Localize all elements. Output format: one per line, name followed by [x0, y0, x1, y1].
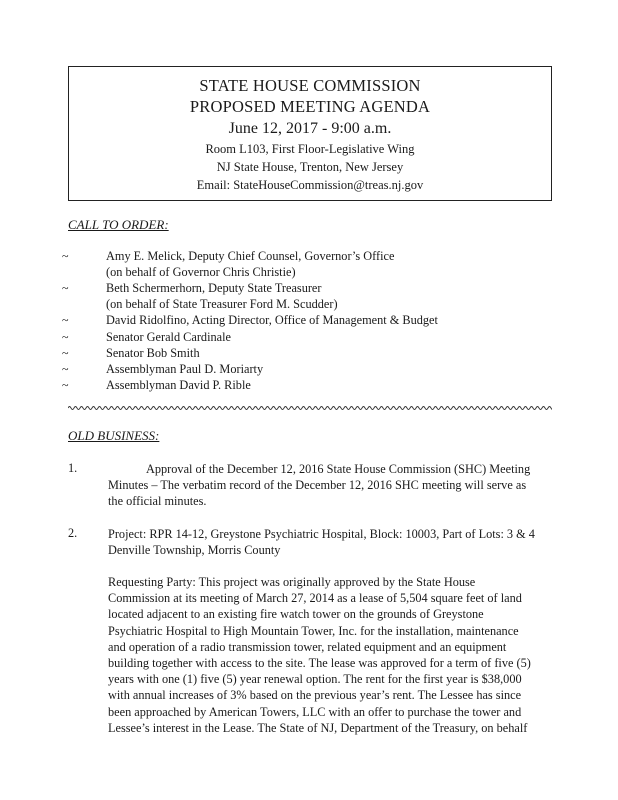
attendee-name: David Ridolfino, Acting Director, Office of Management & Budget — [106, 313, 438, 327]
tilde-marker: ~ — [62, 378, 69, 392]
attendee-name: Senator Bob Smith — [106, 346, 200, 360]
text-line: been approached by American Towers, LLC with an offer to purchase the tower and — [108, 704, 522, 719]
item-2-project — [108, 526, 535, 558]
text-line: years with one (1) five (5) year renewal option. The rent for the first year is $38,000 — [108, 672, 522, 687]
text-line: Commission at its meeting of March 27, 2014 as a lease of 5,504 square feet of land — [108, 591, 522, 606]
meeting-location: NJ State House, Trenton, New Jersey — [216, 160, 404, 174]
item-number: 2. — [68, 526, 78, 540]
text-line: Denville Township, Morris County — [108, 543, 281, 558]
meeting-room: Room L103, First Floor-Legislative Wing — [205, 142, 415, 156]
tilde-marker: ~ — [62, 346, 69, 360]
attendee-name: Assemblyman Paul D. Moriarty — [106, 362, 264, 376]
item-1-text — [108, 461, 530, 510]
text-line: Lessee’s interest in the Lease. The State of NJ, Department of the Treasury, on behalf — [108, 720, 528, 735]
attendee-name: Beth Schermerhorn, Deputy State Treasurer — [106, 281, 322, 295]
attendee-name: Amy E. Melick, Deputy Chief Counsel, Governor’s Office — [106, 249, 395, 263]
attendee-name: Senator Gerald Cardinale — [106, 330, 231, 344]
text-line: and operation of a radio transmission tower, related equipment and an equipment — [108, 639, 507, 654]
old-business-heading: OLD BUSINESS: — [68, 428, 160, 443]
text-line: building together with access to the site. The lease was approved for a term of five (5) — [108, 656, 531, 671]
header-box — [68, 66, 552, 201]
tilde-marker: ~ — [62, 362, 69, 376]
attendee-behalf: (on behalf of Governor Chris Christie) — [106, 265, 296, 279]
text-line: located adjacent to an existing fire watch tower on the grounds of Greystone — [108, 607, 484, 622]
text-line: Project: RPR 14-12, Greystone Psychiatric Hospital, Block: 10003, Part of Lots: 3 & 4 — [108, 527, 535, 541]
text-line: Approval of the December 12, 2016 State House Commission (SHC) Meeting — [146, 462, 531, 476]
text-line: with annual increases of 3% based on the previous year’s rent. The Lessee has since — [108, 688, 522, 703]
text-line: the official minutes. — [108, 494, 207, 509]
title-line-2: PROPOSED MEETING AGENDA — [189, 97, 431, 116]
wavy-divider — [68, 404, 552, 412]
call-to-order-heading: CALL TO ORDER: — [68, 217, 169, 232]
meeting-date-time: June 12, 2017 - 9:00 a.m. — [228, 120, 392, 137]
tilde-marker: ~ — [62, 249, 69, 263]
tilde-marker: ~ — [62, 313, 69, 327]
tilde-marker: ~ — [62, 330, 69, 344]
text-line: Minutes – The verbatim record of the December 12, 2016 SHC meeting will serve as — [108, 478, 527, 493]
item-2-detail — [108, 574, 531, 736]
item-number: 1. — [68, 461, 78, 475]
title-line-1: STATE HOUSE COMMISSION — [199, 76, 421, 95]
text-line: Requesting Party: This project was originally approved by the State House — [108, 575, 476, 589]
tilde-marker: ~ — [62, 281, 69, 295]
attendee-name: Assemblyman David P. Rible — [106, 378, 251, 392]
text-line: Psychiatric Hospital to High Mountain Tower, Inc. for the installation, maintenance — [108, 623, 519, 638]
contact-email: Email: StateHouseCommission@treas.nj.gov — [196, 178, 424, 192]
attendee-behalf: (on behalf of State Treasurer Ford M. Scudder) — [106, 297, 338, 311]
